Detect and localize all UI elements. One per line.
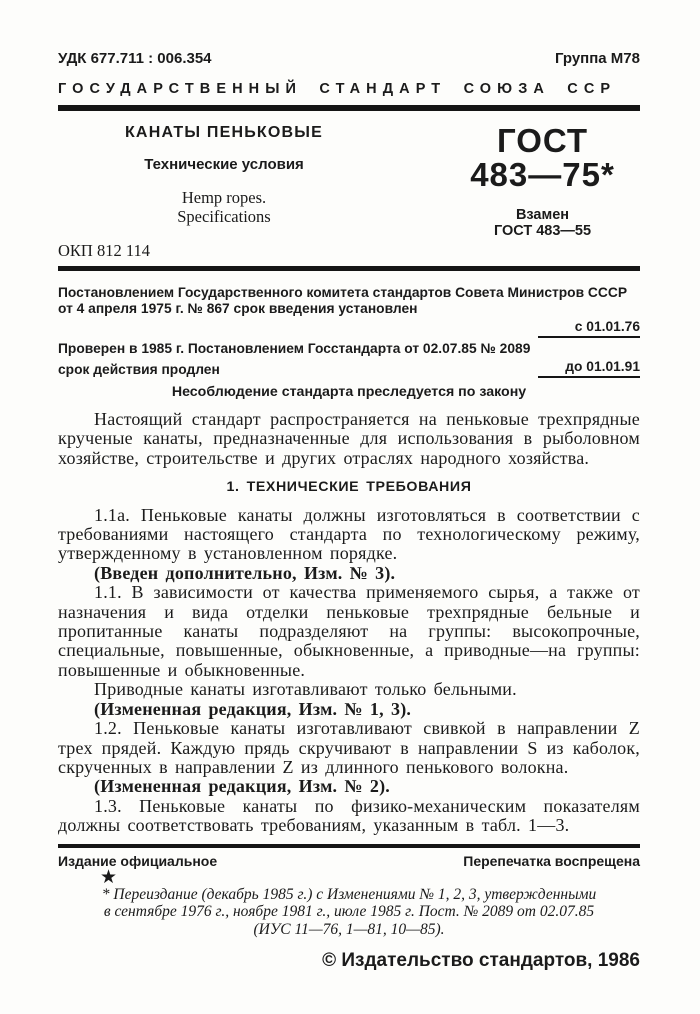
resolution-para2-line1: Проверен в 1985 г. Постановлением Госстандарта от 02.07.85 № 2089 xyxy=(58,341,531,356)
amendment-note-3: (Измененная редакция, Изм. № 2). xyxy=(94,776,391,797)
para-drive-ropes: Приводные канаты изготавливают только бельными. xyxy=(94,679,517,700)
replaces-label: Взамен xyxy=(515,207,570,223)
top-divider xyxy=(58,105,640,111)
replaces-value: ГОСТ 483—55 xyxy=(493,223,592,239)
para-1-1a: 1.1а. Пеньковые канаты должны изготовляться в соответствии с требованиями настоящего стандарта по технологическому режиму, утвержденному в установленном порядке. xyxy=(58,504,640,564)
standard-union-title: ГОСУДАРСТВЕННЫЙ СТАНДАРТ СОЮЗА ССР xyxy=(58,81,617,97)
amendment-note-2: (Измененная редакция, Изм. № 1, 3). xyxy=(94,698,412,719)
title-block xyxy=(58,124,640,239)
resolution-para2-row xyxy=(58,357,640,378)
doc-title: КАНАТЫ ПЕНЬКОВЫЕ xyxy=(124,124,324,141)
footnote-line-2: в сентябре 1976 г., ноябре 1981 г., июле 1985 г. Пост. № 2089 от 02.07.85 xyxy=(103,903,595,921)
doc-subtitle: Технические условия xyxy=(144,156,304,173)
para-1-3: 1.3. Пеньковые канаты по физико-механическим показателям должны соответствовать требованиям, указанным в табл. 1—3. xyxy=(58,795,640,836)
gost-code-number: 483—75* xyxy=(470,156,615,193)
reprint-prohibited-label: Перепечатка воспрещена xyxy=(463,852,640,869)
replaces-block xyxy=(445,207,640,239)
udk-label: УДК 677.711 : 006.354 xyxy=(58,50,212,67)
doc-title-en-line2: Specifications xyxy=(177,207,271,226)
revision-footnote xyxy=(58,886,640,939)
intro-paragraph: Настоящий стандарт распространяется на пеньковые трехпрядные крученые канаты, предназначенные для использования в рыболовном хозяйстве, строительстве и других отраслях народного хозяйства. xyxy=(58,409,640,468)
document-body xyxy=(58,410,640,836)
footnote-line-3: (ИУС 11—76, 1—81, 10—85). xyxy=(253,920,445,938)
doc-title-english xyxy=(58,188,390,226)
copyright-line: © Издательство стандартов, 1986 xyxy=(322,950,640,972)
second-divider xyxy=(58,266,640,271)
para-1-2: 1.2. Пеньковые канаты изготавливают свивкой в направлении Z трех прядей. Каждую прядь скручивают в направлении S из каболок, скрученных в направлении Z из длинного пенькового волокна. xyxy=(58,718,640,777)
group-label: Группа М78 xyxy=(554,50,640,67)
header-row xyxy=(58,50,640,67)
effective-date: с 01.01.76 xyxy=(538,319,640,338)
resolution-para1-line1: Постановлением Государственного комитета стандартов Совета Министров СССР xyxy=(58,285,628,300)
para-1-1: 1.1. В зависимости от качества применяемого сырья, а также от назначения и вида отделки пеньковые трехпрядные бельные и пропитанные канаты подразделяют на группы: высокопрочные, специальные, повышенные, обыкновенные, а приводные—на группы: повышенные и обыкновенные. xyxy=(58,582,640,680)
star-icon: ★ xyxy=(100,866,118,888)
resolution-block xyxy=(58,285,640,400)
footer-row xyxy=(58,853,640,869)
prolong-date: до 01.01.91 xyxy=(538,359,640,378)
gost-code-label: ГОСТ xyxy=(496,122,589,159)
doc-title-en-line1: Hemp ropes. xyxy=(181,188,267,207)
amendment-note-1: (Введен дополнительно, Изм. № 3). xyxy=(94,562,396,583)
gost-code-block xyxy=(445,124,640,239)
resolution-para2-line2: срок действия продлен xyxy=(58,362,220,377)
section-heading: 1. ТЕХНИЧЕСКИЕ ТРЕБОВАНИЯ xyxy=(226,479,472,496)
law-notice: Несоблюдение стандарта преследуется по закону xyxy=(171,384,527,400)
title-left-column xyxy=(58,124,445,239)
footer-divider xyxy=(58,844,640,848)
official-edition-label: Издание официальное xyxy=(58,852,218,869)
okp-code: ОКП 812 114 xyxy=(58,241,150,260)
footnote-line-1: * Переиздание (декабрь 1985 г.) с Изменениями № 1, 2, 3, утвержденными xyxy=(101,885,597,903)
resolution-para1-line2: от 4 апреля 1975 г. № 867 срок введения установлен xyxy=(58,301,418,316)
